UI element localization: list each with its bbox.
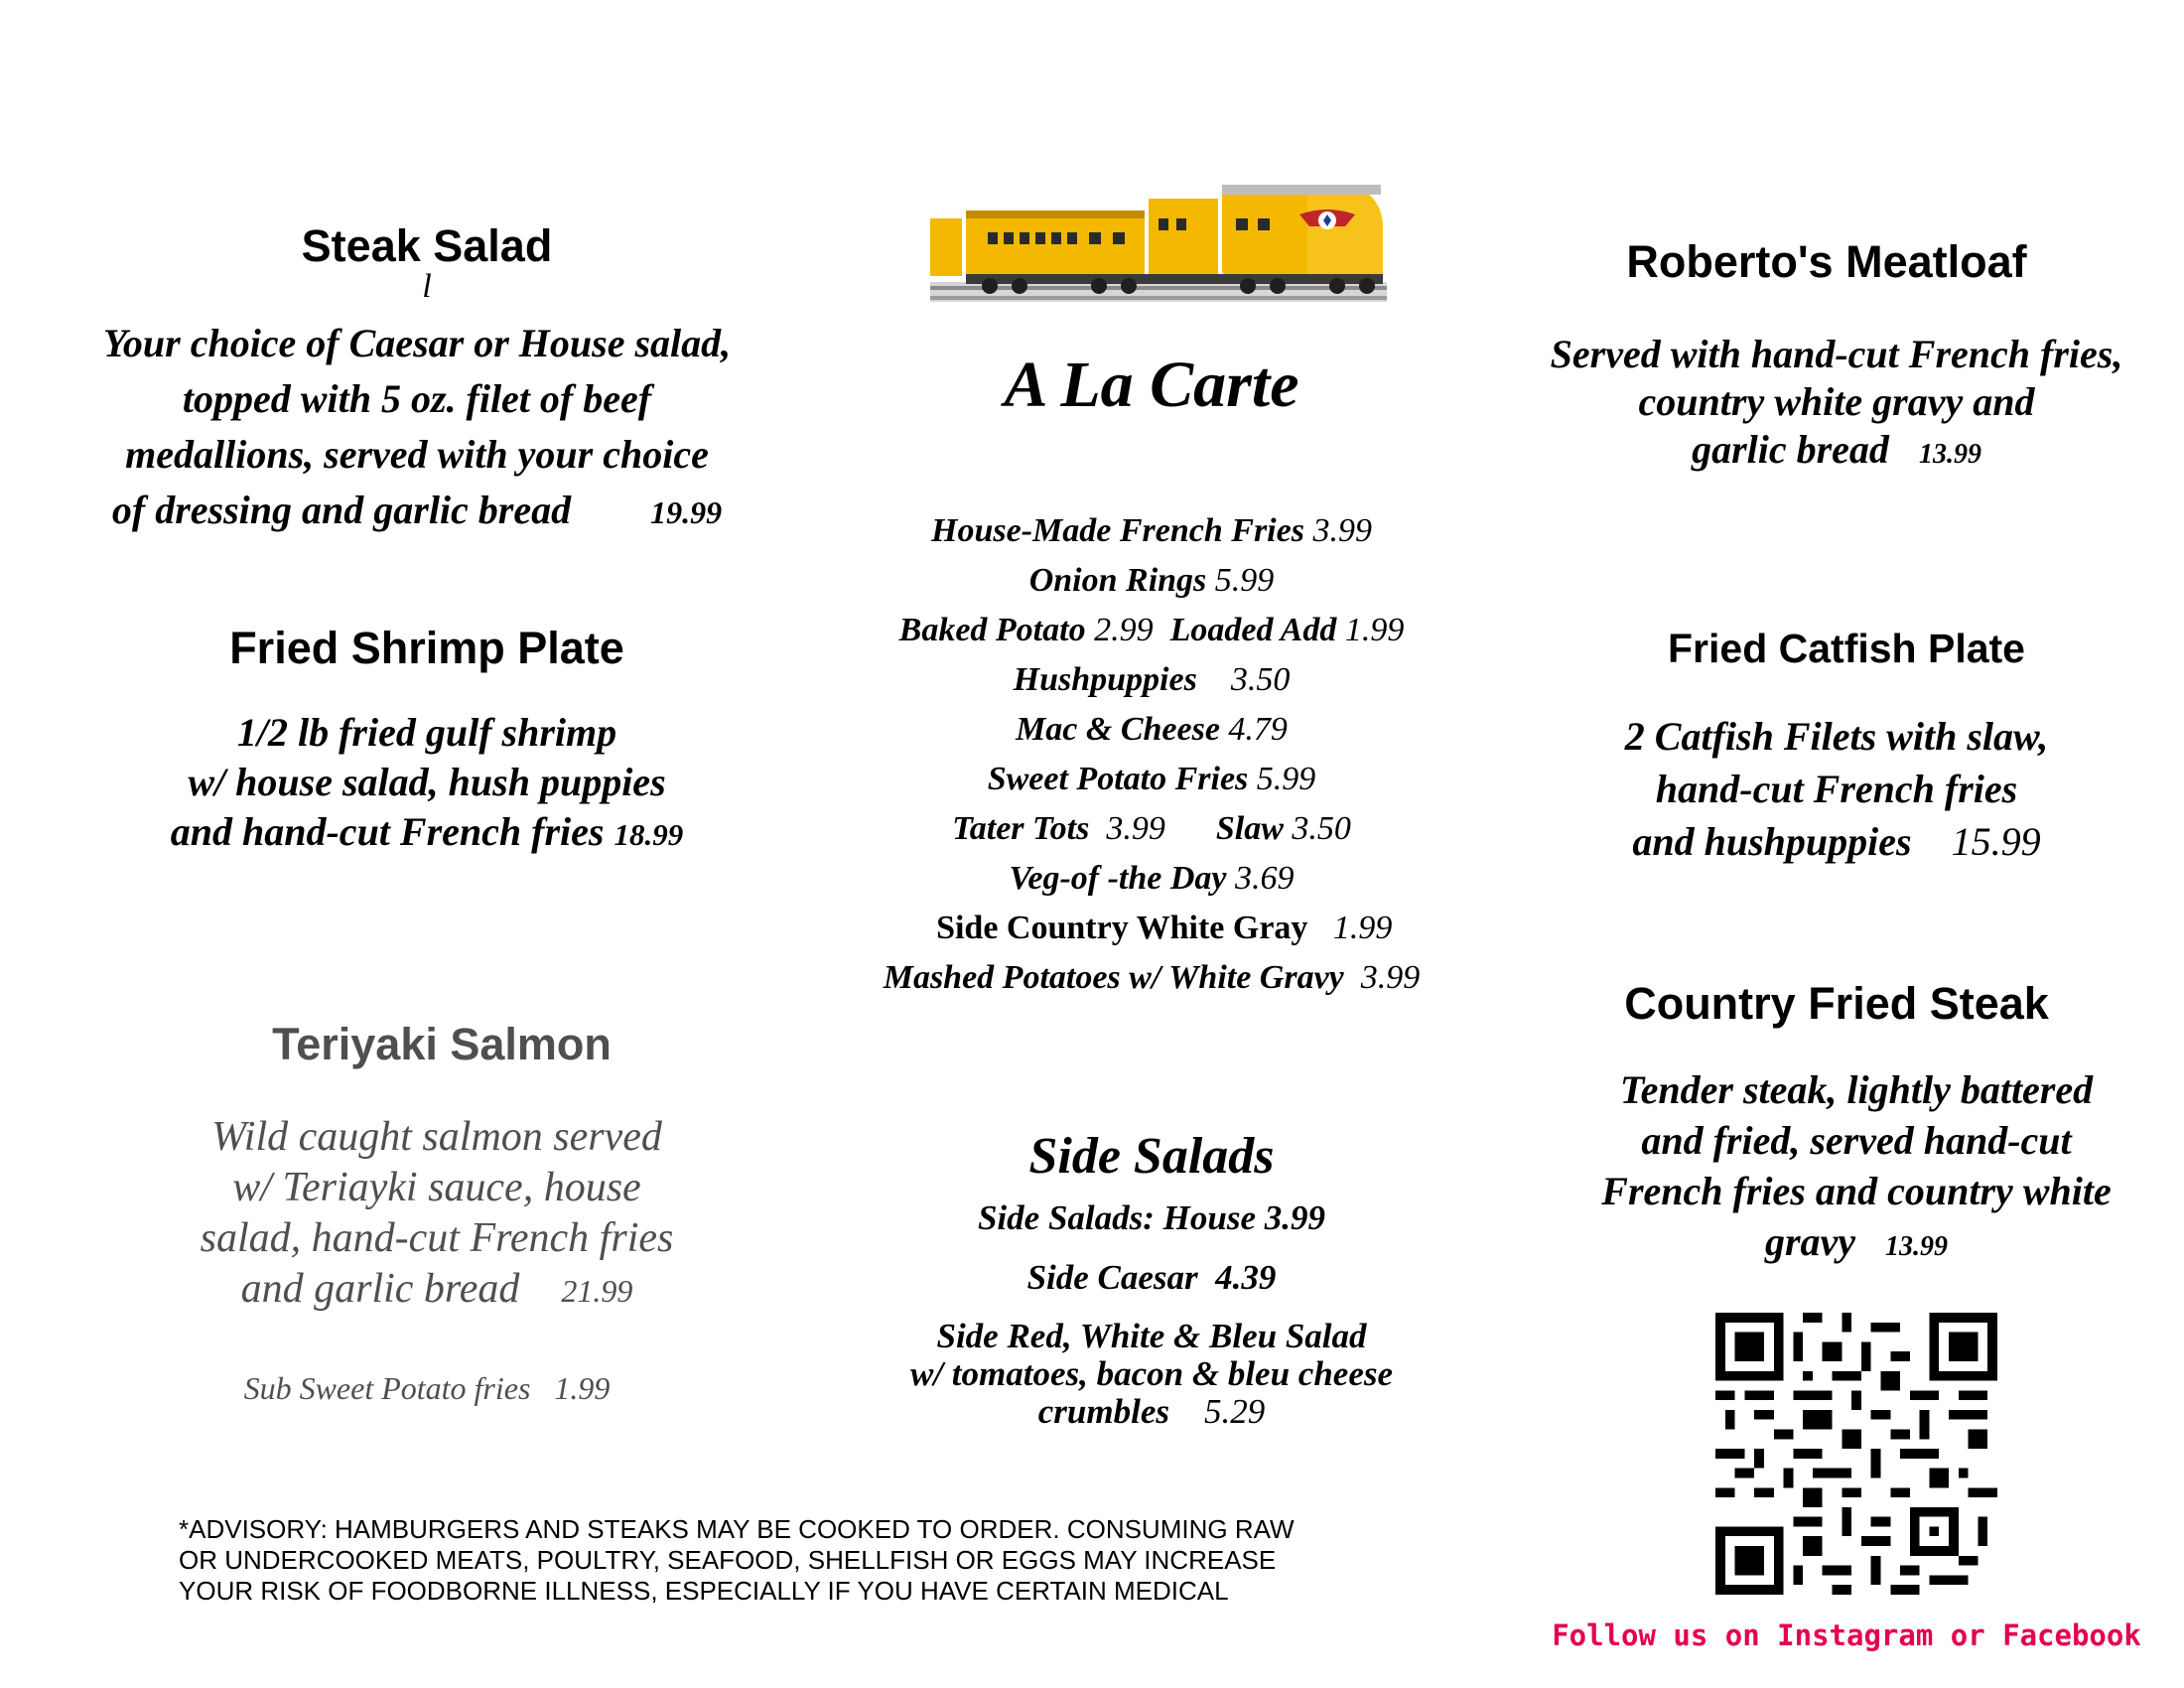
- desc-line: [109, 1264, 764, 1317]
- teriyaki-salmon-price: 21.99: [561, 1273, 633, 1309]
- list-item: [834, 854, 1469, 904]
- item-name: Onion Rings: [1028, 562, 1207, 599]
- desc-line: 1/2 lb fried gulf shrimp: [236, 710, 617, 755]
- item-price: 3.99: [1312, 512, 1372, 549]
- salad-rwb-line: w/ tomatoes, bacon & bleu cheese: [909, 1354, 1394, 1393]
- qr-code[interactable]: [1715, 1313, 1997, 1595]
- meatloaf-price: 13.99: [1918, 439, 1981, 470]
- desc-line-text: and garlic bread: [240, 1266, 520, 1312]
- country-fried-steak-title: Country Fried Steak: [1624, 978, 2049, 1029]
- desc-line-text: of dressing and garlic bread: [111, 488, 572, 532]
- desc-line-text: and hushpuppies: [1632, 819, 1912, 864]
- list-item: [834, 804, 1469, 854]
- item-price-2: 3.50: [1292, 810, 1351, 847]
- desc-line: [60, 483, 774, 540]
- list-item: [834, 606, 1469, 655]
- item-price: 3.99: [1106, 810, 1165, 847]
- item-name: Mashed Potatoes w/ White Gravy: [883, 959, 1344, 996]
- list-item: [834, 904, 1469, 953]
- item-name: Side Country White Gray: [936, 910, 1308, 946]
- desc-line-text: garlic bread: [1692, 427, 1889, 472]
- desc-line: [1499, 426, 2174, 479]
- desc-line: French fries and country white: [1601, 1169, 2112, 1213]
- desc-line: country white gravy and: [1638, 379, 2035, 424]
- desc-line: 2 Catfish Filets with slaw,: [1624, 714, 2049, 759]
- sub-price: 1.99: [554, 1370, 611, 1406]
- desc-line: medallions, served with your choice: [125, 432, 709, 477]
- salad-rwb-line: [834, 1393, 1469, 1431]
- desc-line: Tender steak, lightly battered: [1619, 1067, 2094, 1112]
- desc-line: [1519, 815, 2154, 868]
- item-price: 1.99: [1332, 910, 1393, 946]
- salad-house: Side Salads: House 3.99: [977, 1198, 1326, 1237]
- steak-salad-description: [60, 316, 774, 540]
- catfish-price: 15.99: [1951, 819, 2041, 864]
- item-name: Sweet Potato Fries: [987, 761, 1249, 797]
- item-price: 3.99: [1360, 959, 1421, 996]
- item-name: Tater Tots: [952, 810, 1090, 847]
- desc-line: [1519, 1216, 2184, 1272]
- list-item: [834, 705, 1469, 755]
- salad-rwb-text: crumbles: [1037, 1392, 1169, 1431]
- steak-salad-mark: l: [422, 268, 432, 305]
- desc-line: hand-cut French fries: [1655, 767, 2018, 811]
- item-name-2: Slaw: [1215, 810, 1284, 847]
- desc-line: w/ Teriayki sauce, house: [232, 1165, 641, 1210]
- item-price-2: 1.99: [1344, 612, 1405, 648]
- desc-line: w/ house salad, hush puppies: [188, 760, 666, 804]
- item-name: Mac & Cheese: [1016, 711, 1220, 748]
- teriyaki-salmon-title: Teriyaki Salmon: [272, 1019, 612, 1069]
- desc-line-text: gravy: [1764, 1219, 1856, 1264]
- list-item: [834, 953, 1469, 1003]
- desc-line: Wild caught salmon served: [211, 1114, 662, 1160]
- item-name: House-Made French Fries: [931, 512, 1304, 549]
- fried-shrimp-description: [99, 708, 754, 860]
- desc-line-text: and hand-cut French fries: [170, 809, 605, 854]
- desc-line: salad, hand-cut French fries: [200, 1215, 674, 1261]
- side-salads-list: [834, 1198, 1469, 1431]
- salad-caesar: [834, 1258, 1469, 1318]
- list-item: [834, 755, 1469, 804]
- teriyaki-salmon-description: [109, 1112, 764, 1317]
- salad-caesar-name: Side Caesar: [1026, 1258, 1198, 1297]
- item-name: Baked Potato: [898, 612, 1086, 648]
- fried-shrimp-title: Fried Shrimp Plate: [229, 623, 624, 673]
- meatloaf-title: Roberto's Meatloaf: [1626, 236, 2027, 287]
- desc-line: Served with hand-cut French fries,: [1550, 332, 2123, 376]
- item-name-2: Loaded Add: [1169, 612, 1337, 648]
- side-items-list: [834, 506, 1469, 1003]
- item-price: 4.79: [1228, 711, 1288, 748]
- meatloaf-description: [1499, 331, 2174, 479]
- salad-rwb: [834, 1318, 1469, 1431]
- sub-label: Sub Sweet Potato fries: [243, 1370, 531, 1406]
- salad-rwb-line: Side Red, White & Bleu Salad: [936, 1317, 1367, 1355]
- country-fried-steak-description: [1519, 1064, 2184, 1272]
- salad-rwb-price: 5.29: [1203, 1392, 1266, 1431]
- item-name: Hushpuppies: [1013, 661, 1197, 698]
- side-salads-title: Side Salads: [1028, 1128, 1275, 1185]
- salad-caesar-price: 4.39: [1215, 1258, 1277, 1297]
- desc-line: topped with 5 oz. filet of beef: [182, 376, 652, 421]
- salmon-substitution: [208, 1370, 645, 1407]
- advisory-line: *ADVISORY: HAMBURGERS AND STEAKS MAY BE COOKED TO ORDER. CONSUMING RAW: [179, 1514, 1295, 1544]
- item-price: 3.69: [1235, 860, 1295, 897]
- desc-line: Your choice of Caesar or House salad,: [102, 321, 732, 365]
- list-item: [834, 556, 1469, 606]
- item-price: 5.99: [1256, 761, 1316, 797]
- list-item: [834, 655, 1469, 705]
- follow-us-link[interactable]: Follow us on Instagram or Facebook: [1552, 1618, 2141, 1652]
- a-la-carte-title: A La Carte: [1004, 349, 1299, 421]
- item-price: 2.99: [1094, 612, 1154, 648]
- steak-salad-price: 19.99: [650, 494, 723, 530]
- advisory-notice: [179, 1514, 1370, 1607]
- steak-salad-title: Steak Salad: [301, 220, 553, 271]
- fried-shrimp-price: 18.99: [614, 817, 684, 852]
- item-price: 5.99: [1214, 562, 1275, 599]
- country-fried-steak-price: 13.99: [1885, 1231, 1949, 1262]
- catfish-description: [1519, 710, 2154, 868]
- advisory-line: YOUR RISK OF FOODBORNE ILLNESS, ESPECIALLY IF YOU HAVE CERTAIN MEDICAL: [179, 1576, 1229, 1606]
- desc-line: [99, 807, 754, 860]
- item-price: 3.50: [1230, 661, 1291, 698]
- desc-line: and fried, served hand-cut: [1641, 1118, 2072, 1163]
- list-item: [834, 506, 1469, 556]
- advisory-line: OR UNDERCOOKED MEATS, POULTRY, SEAFOOD, SHELLFISH OR EGGS MAY INCREASE: [179, 1545, 1277, 1575]
- catfish-title: Fried Catfish Plate: [1668, 626, 2025, 671]
- item-name: Veg-of -the Day: [1009, 860, 1227, 897]
- train-image: [930, 179, 1387, 308]
